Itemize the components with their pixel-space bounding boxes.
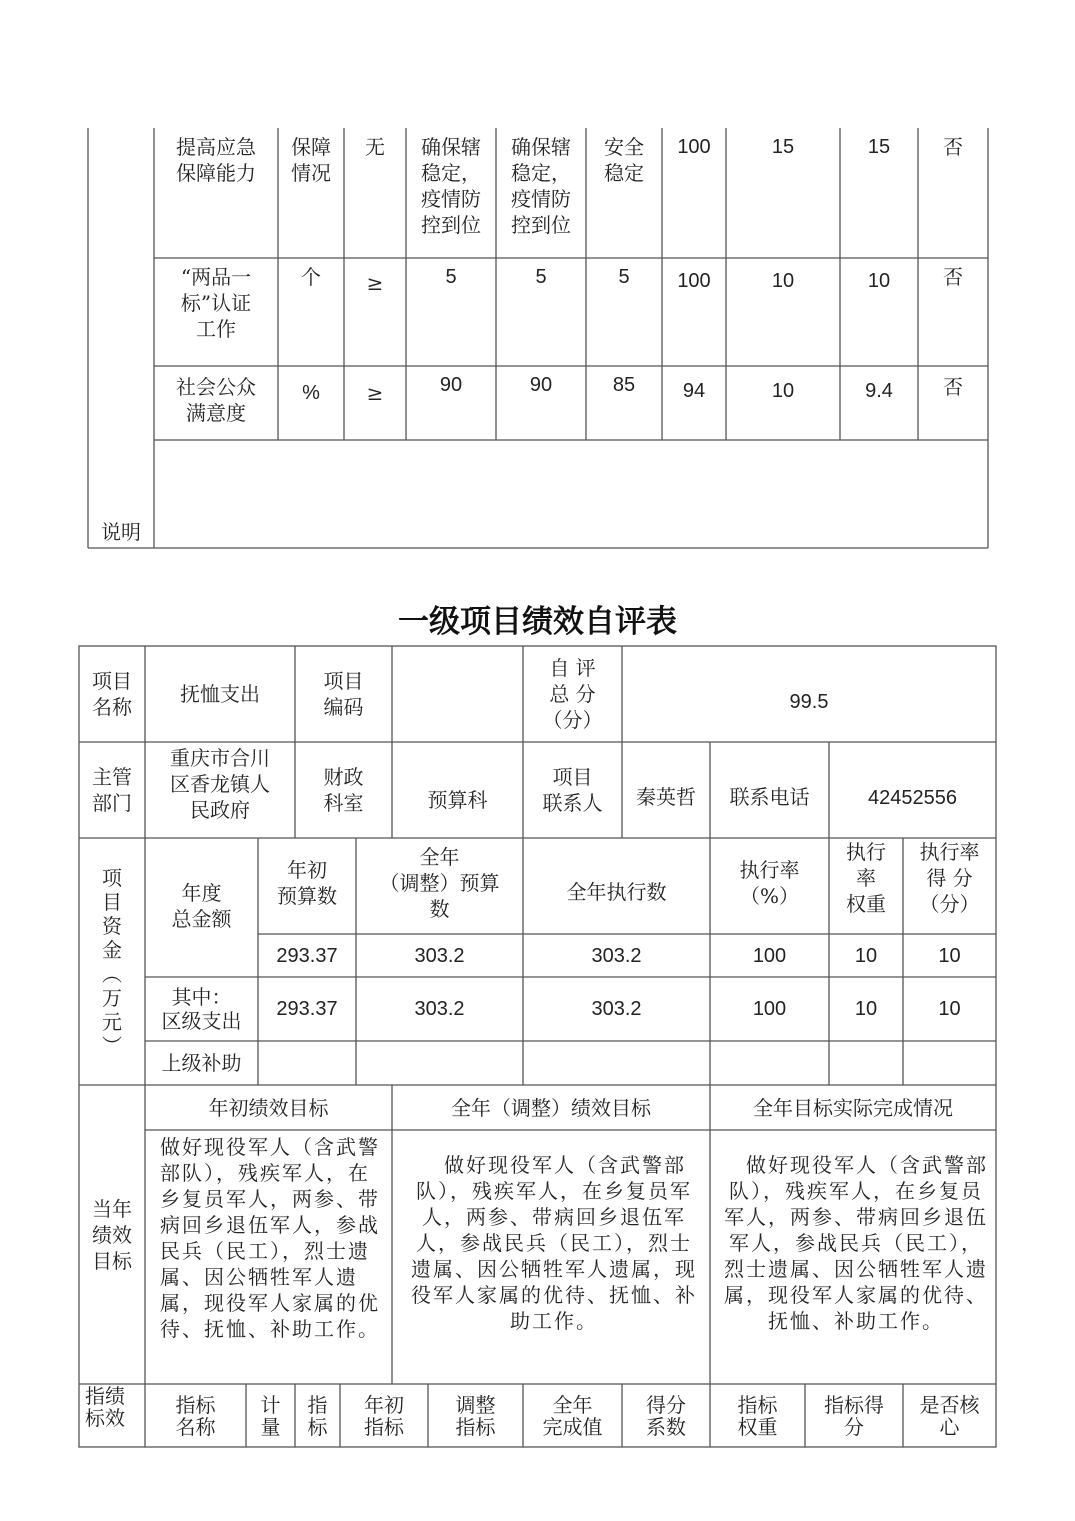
indicator-core: 否 <box>943 375 963 399</box>
indicator-weight: 10 <box>771 270 795 292</box>
indicator-adjusted-target: 90 <box>529 374 553 396</box>
goals-adjusted-text: 做好现役军人（含武警部队），残疾军人，在乡复员军人，两参、带病回乡退伍军人，参战民兵（民工），烈士遗属、因公牺牲军人遗属，现役军人家属的优待、抚恤、补助工作。 <box>411 1153 697 1333</box>
project-code-value <box>392 646 523 742</box>
funds-total-adjusted: 303.2 <box>414 944 465 967</box>
funds-adjusted-header: 全年 （调整）预算 数 <box>379 845 500 921</box>
goals-actual-text: 做好现役军人（含武警部队），残疾军人，在乡复员军人，两参、带病回乡退伍军人，参战民兵（民工），烈士遗属、因公牺牲军人遗属，现役军人家属的优待、抚恤、补助工作。 <box>724 1153 988 1333</box>
dept-label: 主管 部门 <box>92 765 132 815</box>
indicators-weight-header: 指标 权重 <box>737 1392 778 1439</box>
funds-total-initial: 293.37 <box>276 944 338 967</box>
self-score-value: 99.5 <box>789 691 829 713</box>
indicators-score-header: 指标得 分 <box>824 1392 884 1439</box>
funds-side-label: 项 目 资 金 ︵ 万 元 ︶ <box>102 865 122 1058</box>
indicator-name: 提高应急 保障能力 <box>176 135 256 185</box>
goals-initial-header: 年初绩效目标 <box>208 1095 329 1120</box>
indicator-initial-target: 确保辖 稳定， 疫情防 控到位 <box>421 135 481 237</box>
indicator-rate: 100 <box>677 270 711 292</box>
funds-total-rate: 100 <box>752 944 787 967</box>
indicator-core: 否 <box>943 135 963 159</box>
funds-initial-header: 年初 预算数 <box>277 858 337 908</box>
indicator-weight: 15 <box>771 136 795 158</box>
funds-rate-header: 执行率 （%） <box>739 858 800 908</box>
funds-district-label: 其中： 区级支出 <box>161 985 242 1033</box>
funds-weight-header: 执行 率 权重 <box>846 840 886 916</box>
indicators-name-header: 指标 名称 <box>175 1392 216 1439</box>
project-name-label: 项目 名称 <box>92 669 132 719</box>
finance-dept-label: 财政 科室 <box>323 765 364 815</box>
project-name-value: 抚恤支出 <box>180 682 260 706</box>
indicator-symbol: 无 <box>365 135 385 159</box>
funds-district-adjusted: 303.2 <box>414 998 465 1020</box>
indicator-actual-value: 85 <box>612 374 636 396</box>
goals-side-label: 当年 绩效 目标 <box>92 1196 132 1273</box>
funds-total-score: 10 <box>938 944 961 967</box>
funds-district-rate: 100 <box>752 998 787 1020</box>
indicator-unit: 保障 情况 <box>291 135 331 185</box>
indicator-name: 社会公众 满意度 <box>176 375 256 425</box>
indicator-rate: 94 <box>682 380 706 402</box>
indicator-weight: 10 <box>771 380 795 402</box>
note-label: 说明 <box>101 520 141 544</box>
funds-executed-header: 全年执行数 <box>566 880 667 904</box>
indicators-initial-header: 年初 指标 <box>364 1392 404 1439</box>
indicator-score: 9.4 <box>865 380 893 402</box>
indicator-core: 否 <box>943 265 963 289</box>
indicator-symbol: ≥ <box>366 381 384 405</box>
goals-initial-text: 做好现役军人（含武警部队），残疾军人，在乡复员军人，两参、带病回乡退伍军人，参战民兵（民工），烈士遗属、因公牺牲军人遗属，现役军人家属的优待、抚恤、补助工作。 <box>160 1135 380 1341</box>
funds-score-header: 执行率 得 分 （分） <box>919 840 980 916</box>
self-score-label: 自 评 总 分 （分） <box>542 656 603 732</box>
contact-value: 秦英哲 <box>636 785 696 809</box>
funds-district-executed: 303.2 <box>591 998 642 1020</box>
indicators-side-label: 指绩 标效 <box>85 1384 125 1430</box>
goals-adjusted-header: 全年（调整）绩效目标 <box>451 1095 651 1120</box>
indicators-unit-header: 计 量 <box>260 1392 281 1439</box>
page-title: 一级项目绩效自评表 <box>398 604 677 640</box>
indicator-score: 15 <box>867 136 891 158</box>
funds-total-executed: 303.2 <box>591 944 642 967</box>
funds-district-weight: 10 <box>854 998 878 1020</box>
project-code-label: 项目 编码 <box>323 669 364 719</box>
indicator-actual-value: 5 <box>618 266 630 288</box>
indicators-actual-header: 全年 完成值 <box>542 1392 603 1439</box>
funds-district-score: 10 <box>938 998 961 1020</box>
indicator-unit: % <box>302 382 320 404</box>
indicator-adjusted-target: 5 <box>535 266 547 288</box>
indicator-actual-value: 安全 稳定 <box>604 135 644 185</box>
phone-label: 联系电话 <box>729 785 810 809</box>
indicator-unit: 个 <box>301 265 321 289</box>
indicators-adjusted-header: 调整 指标 <box>455 1392 496 1439</box>
dept-value: 重庆市合川 区香龙镇人 民政府 <box>170 746 270 822</box>
indicators-coef-header: 得分 系数 <box>646 1392 686 1439</box>
finance-dept-value: 预算科 <box>427 788 488 812</box>
indicator-score: 10 <box>867 270 891 292</box>
funds-total-weight: 10 <box>854 944 878 967</box>
indicators-symbol-header: 指 标 <box>307 1392 328 1439</box>
indicator-rate: 100 <box>677 136 711 158</box>
funds-total-header: 年度 总金额 <box>171 881 232 931</box>
indicator-initial-target: 5 <box>445 266 457 288</box>
goals-actual-header: 全年目标实际完成情况 <box>753 1095 953 1120</box>
phone-value: 42452556 <box>868 787 957 809</box>
funds-subsidy-label: 上级补助 <box>161 1051 242 1075</box>
indicator-symbol: ≥ <box>366 271 384 295</box>
indicator-initial-target: 90 <box>439 374 463 396</box>
indicator-adjusted-target: 确保辖 稳定， 疫情防 控到位 <box>511 135 571 237</box>
contact-label: 项目 联系人 <box>542 765 603 815</box>
indicator-name: “两品一 标”认证 工作 <box>180 265 252 341</box>
funds-district-initial: 293.37 <box>276 998 338 1020</box>
indicators-core-header: 是否核 心 <box>919 1392 980 1439</box>
